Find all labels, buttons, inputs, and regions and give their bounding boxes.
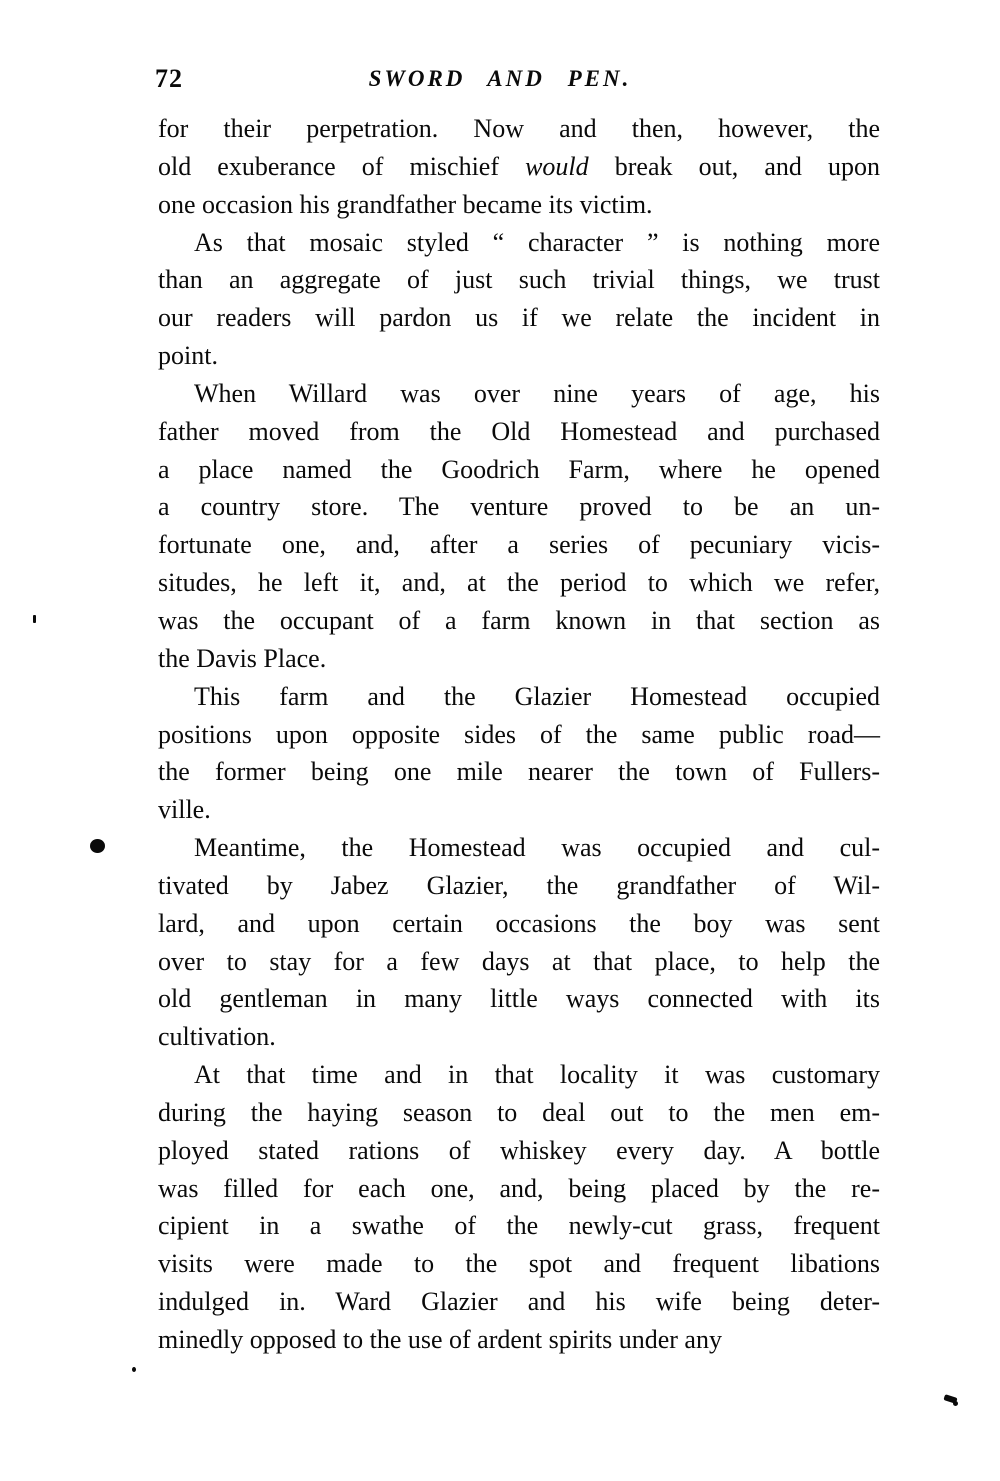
text-line: point.: [158, 341, 218, 371]
text-line: over to stay for a few days at that place, to help the: [158, 946, 880, 976]
text-line: ville.: [158, 795, 211, 825]
ink-speck: [33, 615, 36, 623]
text-line: Meantime, the Homestead was occupied and cul-: [194, 833, 880, 863]
text-line: indulged in. Ward Glazier and his wife being deter-: [158, 1287, 880, 1317]
text-line: minedly opposed to the use of ardent spirits under any: [158, 1325, 722, 1354]
ink-speck: [90, 839, 105, 853]
text-block: [158, 110, 880, 1359]
text-line: the former being one mile nearer the town of Fullers-: [158, 757, 880, 787]
text-line: during the haying season to deal out to the men em-: [158, 1097, 880, 1127]
page-header: [0, 64, 1000, 100]
text-line: situdes, he left it, and, at the period to which we refer,: [158, 568, 880, 598]
page-number: 72: [155, 64, 183, 93]
text-line: visits were made to the spot and frequent libations: [158, 1249, 880, 1279]
text-line: was filled for each one, and, being placed by the re-: [158, 1173, 880, 1203]
text-line: father moved from the Old Homestead and purchased: [158, 416, 880, 446]
text-line: At that time and in that locality it was customary: [194, 1060, 880, 1090]
text-line: old gentleman in many little ways connected with its: [158, 984, 880, 1014]
text-line: cipient in a swathe of the newly-cut grass, frequent: [158, 1211, 880, 1241]
text-line: This farm and the Glazier Homestead occupied: [194, 681, 880, 711]
text-line: one occasion his grandfather became its victim.: [158, 189, 653, 219]
text-line: tivated by Jabez Glazier, the grandfather of Wil-: [158, 870, 880, 900]
text-line: cultivation.: [158, 1022, 276, 1052]
text-line: than an aggregate of just such trivial things, we trust: [158, 265, 880, 295]
text-line: old exuberance of mischief would break out, and upon: [158, 151, 880, 181]
ink-speck: [132, 1367, 136, 1372]
text-line: fortunate one, and, after a series of pecuniary vicis-: [158, 530, 880, 560]
running-title: SWORD AND PEN.: [368, 66, 632, 91]
text-line: lard, and upon certain occasions the boy was sent: [158, 908, 880, 938]
text-line: a country store. The venture proved to be an un-: [158, 492, 880, 522]
text-line: positions upon opposite sides of the same public road—: [158, 719, 880, 749]
text-line: the Davis Place.: [158, 643, 327, 673]
text-line: When Willard was over nine years of age, his: [194, 378, 880, 408]
text-line: our readers will pardon us if we relate the incident in: [158, 303, 880, 333]
text-line: a place named the Goodrich Farm, where he opened: [158, 454, 880, 484]
ink-speck: [953, 1401, 958, 1406]
text-line: was the occupant of a farm known in that section as: [158, 605, 880, 635]
text-line: ployed stated rations of whiskey every day. A bottle: [158, 1135, 880, 1165]
text-line: for their perpetration. Now and then, however, the: [158, 114, 880, 143]
text-line: As that mosaic styled “ character ” is nothing more: [194, 227, 880, 257]
